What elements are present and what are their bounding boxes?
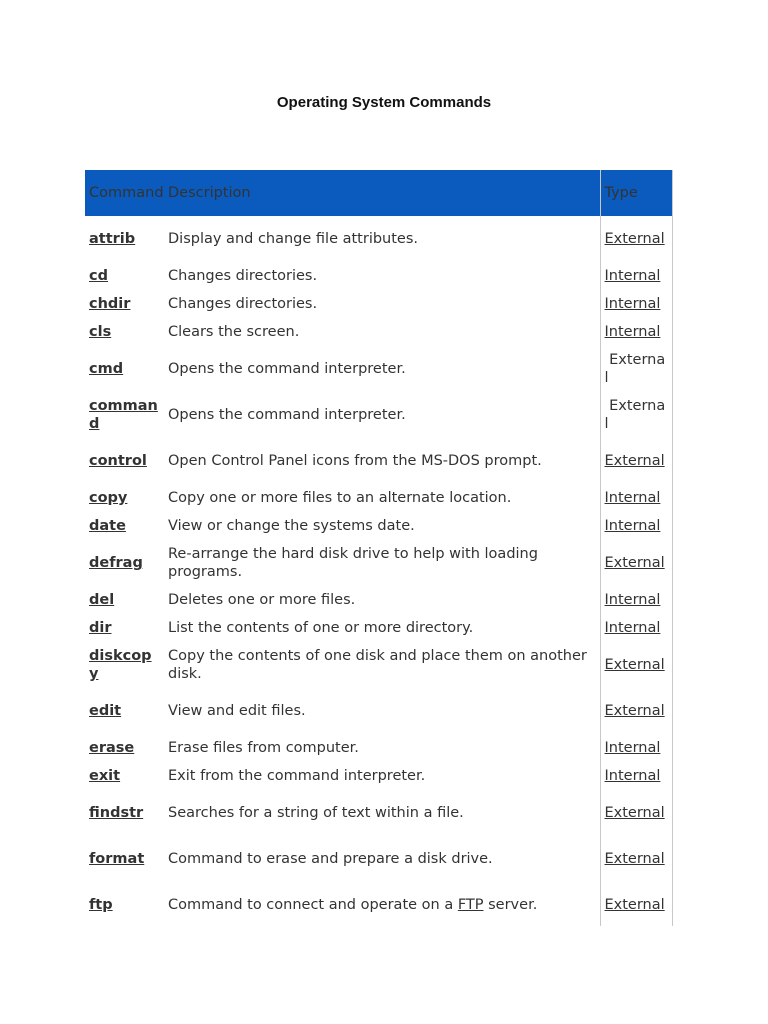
- command-type-link[interactable]: Internal: [600, 290, 672, 318]
- command-type-link[interactable]: Internal: [600, 512, 672, 540]
- command-link[interactable]: cmd: [89, 361, 124, 377]
- command-description: Deletes one or more files.: [168, 592, 356, 608]
- command-link[interactable]: findstr: [89, 805, 144, 821]
- table-row: [85, 836, 672, 882]
- table-row: [85, 318, 672, 346]
- command-type-link[interactable]: External: [600, 438, 672, 484]
- table-row: [85, 614, 672, 642]
- command-description: Changes directories.: [168, 268, 318, 284]
- table-row: [85, 762, 672, 790]
- command-type-link[interactable]: External: [600, 882, 672, 926]
- command-link[interactable]: cls: [89, 324, 112, 340]
- command-link[interactable]: copy: [89, 490, 128, 506]
- command-description: Display and change file attributes.: [168, 231, 419, 247]
- table-row: [85, 484, 672, 512]
- command-type-link[interactable]: Internal: [600, 734, 672, 762]
- table-header-row: [85, 170, 672, 216]
- command-type-link[interactable]: External: [600, 790, 672, 836]
- command-link[interactable]: chdir: [89, 296, 131, 312]
- table-row: [85, 734, 672, 762]
- command-type-link[interactable]: Internal: [600, 484, 672, 512]
- header-command: Command: [89, 185, 164, 201]
- command-link[interactable]: exit: [89, 768, 121, 784]
- table-row: [85, 262, 672, 290]
- table-row: [85, 438, 672, 484]
- command-link[interactable]: del: [89, 592, 115, 608]
- header-type: Type: [600, 170, 672, 216]
- table-row: [85, 512, 672, 540]
- command-link[interactable]: defrag: [89, 555, 143, 571]
- command-link[interactable]: dir: [89, 620, 112, 636]
- description-text: server.: [483, 897, 538, 913]
- table-row: [85, 216, 672, 262]
- command-type-link[interactable]: Internal: [600, 262, 672, 290]
- command-link[interactable]: cd: [89, 268, 108, 284]
- command-link[interactable]: edit: [89, 703, 122, 719]
- command-description: Copy the contents of one disk and place them on another disk.: [168, 648, 587, 682]
- command-link[interactable]: control: [89, 453, 147, 469]
- command-description: Clears the screen.: [168, 324, 300, 340]
- command-description: Opens the command interpreter.: [168, 407, 406, 423]
- command-type-link[interactable]: External: [600, 216, 672, 262]
- table-row: [85, 290, 672, 318]
- command-type-link[interactable]: Internal: [600, 586, 672, 614]
- command-link[interactable]: diskcopy: [89, 648, 152, 682]
- command-link[interactable]: format: [89, 851, 145, 867]
- command-link[interactable]: date: [89, 518, 126, 534]
- command-link[interactable]: ftp: [89, 897, 113, 913]
- table-row: [85, 688, 672, 734]
- command-type-link[interactable]: External: [600, 540, 672, 586]
- command-type-link[interactable]: External: [600, 688, 672, 734]
- command-description: Copy one or more files to an alternate location.: [168, 490, 512, 506]
- commands-table: [85, 170, 672, 926]
- command-type-link[interactable]: Internal: [600, 762, 672, 790]
- command-type-link[interactable]: Internal: [600, 614, 672, 642]
- table-row: [85, 540, 672, 586]
- command-description: [164, 882, 600, 926]
- command-description: Searches for a string of text within a file.: [168, 805, 464, 821]
- command-description: Command to erase and prepare a disk drive.: [168, 851, 493, 867]
- command-type-text: External: [600, 392, 672, 438]
- command-type-link[interactable]: External: [600, 836, 672, 882]
- command-description: Opens the command interpreter.: [168, 361, 406, 377]
- command-link[interactable]: attrib: [89, 231, 136, 247]
- command-type-link[interactable]: External: [600, 642, 672, 688]
- header-description: Description: [168, 185, 251, 201]
- table-row: [85, 790, 672, 836]
- command-description: List the contents of one or more directory.: [168, 620, 474, 636]
- ftp-link[interactable]: FTP: [457, 897, 484, 913]
- table-row: [85, 346, 672, 392]
- command-description: View or change the systems date.: [168, 518, 415, 534]
- table-row: [85, 586, 672, 614]
- page-title: Operating System Commands: [276, 94, 492, 111]
- command-description: Exit from the command interpreter.: [168, 768, 426, 784]
- command-type-text: External: [600, 346, 672, 392]
- table-row: [85, 392, 672, 438]
- command-description: Changes directories.: [168, 296, 318, 312]
- command-description: Re-arrange the hard disk drive to help with loading programs.: [168, 546, 538, 580]
- command-description: Open Control Panel icons from the MS-DOS prompt.: [168, 453, 542, 469]
- command-type-link[interactable]: Internal: [600, 318, 672, 346]
- commands-table-container: [85, 170, 673, 926]
- table-row: [85, 642, 672, 688]
- description-text: Command to connect and operate on a: [168, 897, 458, 913]
- command-link[interactable]: erase: [89, 740, 135, 756]
- command-link[interactable]: command: [89, 398, 158, 432]
- command-description: Erase files from computer.: [168, 740, 359, 756]
- command-description: View and edit files.: [168, 703, 306, 719]
- table-row: [85, 882, 672, 926]
